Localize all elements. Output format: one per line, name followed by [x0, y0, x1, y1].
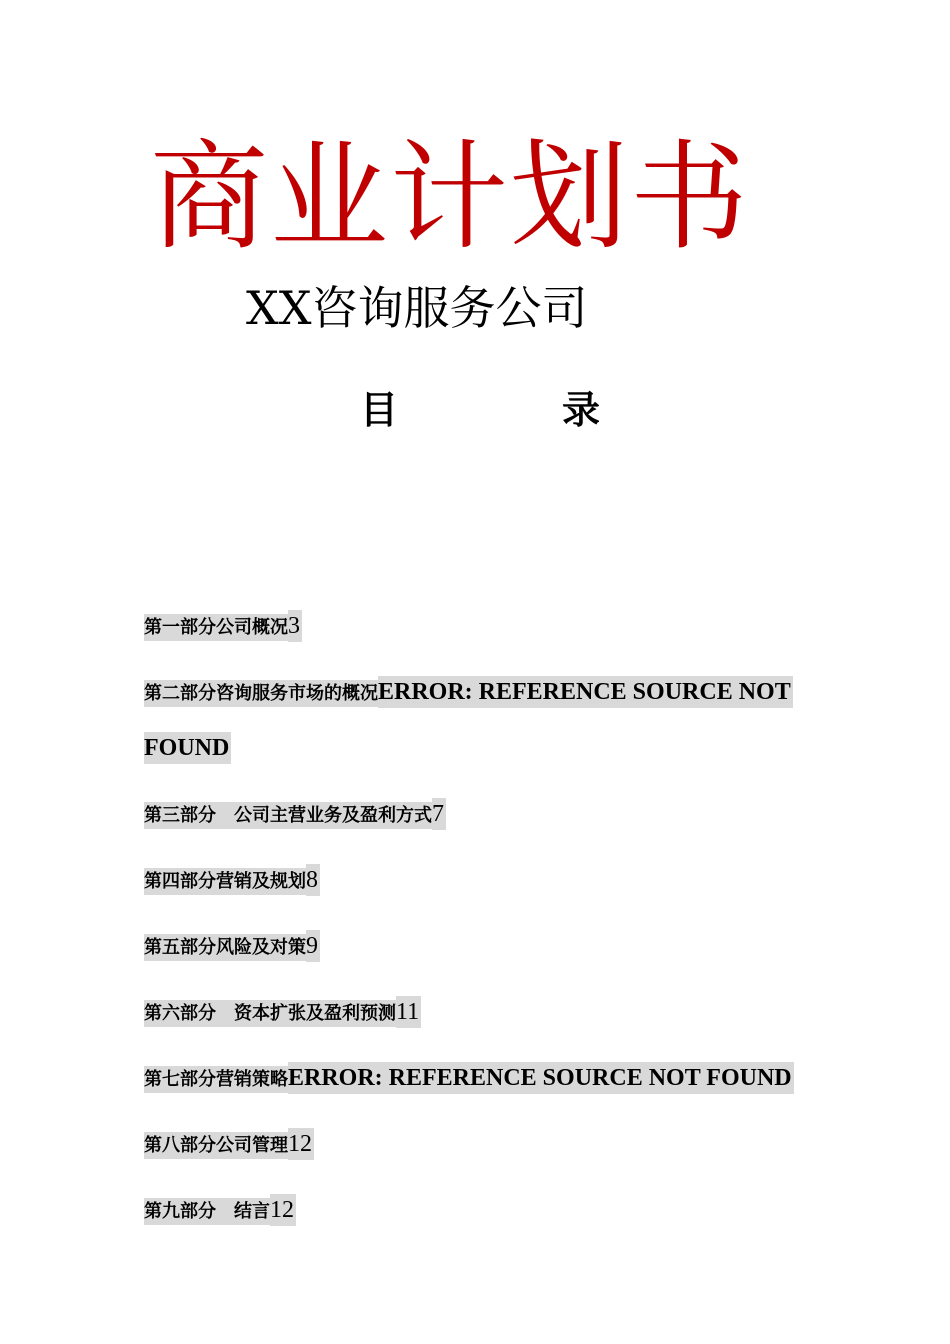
toc-entry-page[interactable]: 7: [432, 798, 446, 830]
toc-entry-page[interactable]: 11: [396, 996, 421, 1028]
toc-entry-page[interactable]: 9: [306, 930, 320, 962]
toc-entry[interactable]: [144, 790, 804, 846]
table-of-contents: [144, 602, 804, 1242]
toc-entry-page[interactable]: 3: [288, 610, 302, 642]
toc-entry-label[interactable]: 第二部分咨询服务市场的概况: [144, 680, 378, 707]
toc-entry-label[interactable]: 第九部分 结言: [144, 1198, 270, 1225]
toc-entry[interactable]: [144, 668, 804, 780]
toc-heading: [360, 385, 600, 435]
toc-entry-page[interactable]: 12: [270, 1194, 296, 1226]
toc-entry[interactable]: [144, 988, 804, 1044]
toc-entry-page[interactable]: 8: [306, 864, 320, 896]
toc-entry-label[interactable]: 第六部分 资本扩张及盈利预测: [144, 1000, 396, 1027]
toc-entry-label[interactable]: 第一部分公司概况: [144, 614, 288, 641]
toc-entry-page[interactable]: 12: [288, 1128, 314, 1160]
toc-entry[interactable]: [144, 1120, 804, 1176]
toc-entry[interactable]: [144, 856, 804, 912]
document-title: 商业计划书: [150, 128, 751, 266]
toc-heading-char: 录: [561, 388, 600, 432]
toc-entry[interactable]: [144, 1186, 804, 1242]
toc-entry[interactable]: [144, 602, 804, 658]
toc-entry-label[interactable]: 第八部分公司管理: [144, 1132, 288, 1159]
toc-entry[interactable]: [144, 1054, 804, 1110]
toc-entry-page-error[interactable]: ERROR: REFERENCE SOURCE NOT FOUND: [144, 676, 793, 764]
toc-entry-page-error[interactable]: ERROR: REFERENCE SOURCE NOT FOUND: [288, 1062, 794, 1094]
toc-entry-label[interactable]: 第四部分营销及规划: [144, 868, 306, 895]
toc-entry-label[interactable]: 第三部分 公司主营业务及盈利方式: [144, 802, 432, 829]
toc-heading-char: 目: [360, 388, 399, 432]
company-name: XX咨询服务公司: [246, 281, 588, 335]
toc-entry-label[interactable]: 第五部分风险及对策: [144, 934, 306, 961]
toc-entry[interactable]: [144, 922, 804, 978]
toc-entry-label[interactable]: 第七部分营销策略: [144, 1066, 288, 1093]
